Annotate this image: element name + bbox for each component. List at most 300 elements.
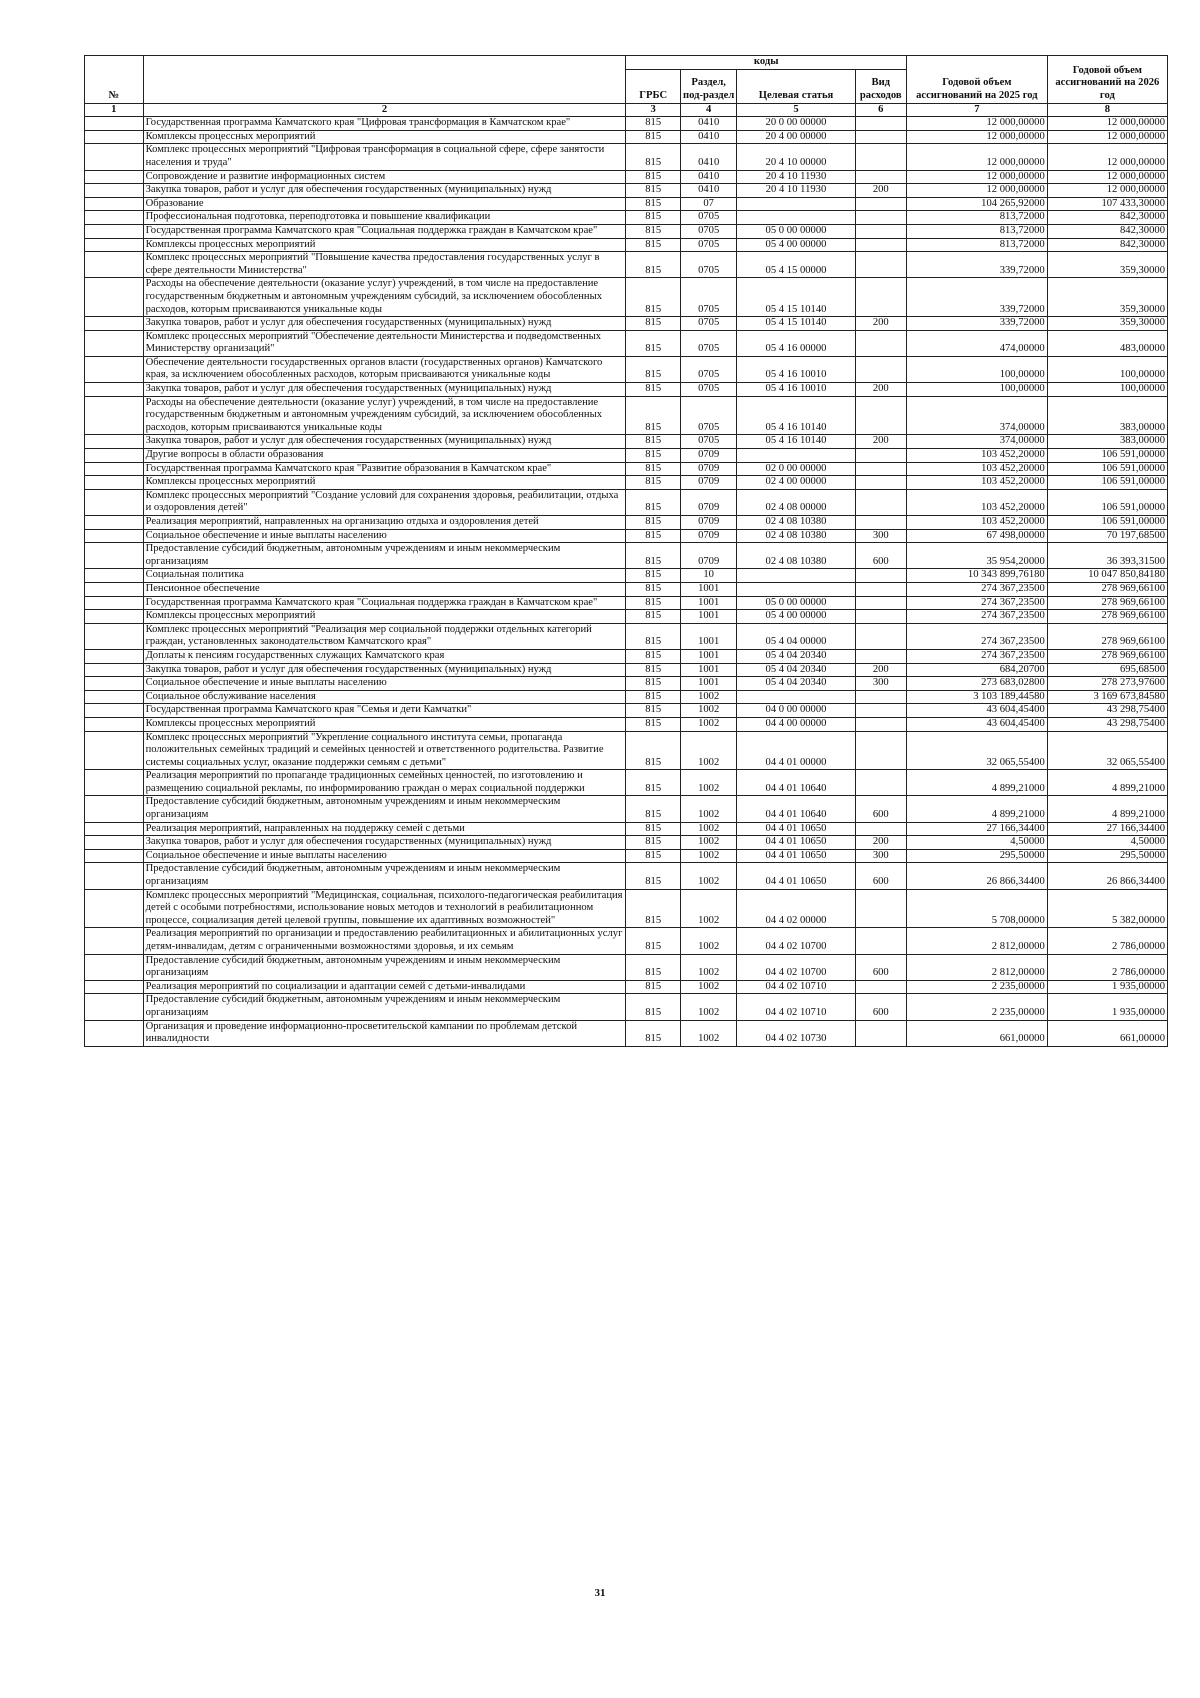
row-number-cell <box>85 197 144 211</box>
row-expense-type <box>855 252 906 278</box>
row-amount-2025: 10 343 899,76180 <box>906 569 1047 583</box>
row-section: 0705 <box>680 330 737 356</box>
row-grbs: 815 <box>626 649 680 663</box>
row-grbs: 815 <box>626 849 680 863</box>
row-amount-2026: 483,00000 <box>1047 330 1167 356</box>
row-section: 0709 <box>680 476 737 490</box>
row-expense-type: 300 <box>855 677 906 691</box>
row-expense-type <box>855 130 906 144</box>
row-amount-2026: 100,00000 <box>1047 356 1167 382</box>
row-target: 05 0 00 00000 <box>737 224 855 238</box>
row-number-cell <box>85 130 144 144</box>
row-amount-2025: 103 452,20000 <box>906 449 1047 463</box>
row-name: Образование <box>143 197 626 211</box>
row-expense-type: 600 <box>855 543 906 569</box>
row-target: 20 4 10 11930 <box>737 184 855 198</box>
row-grbs: 815 <box>626 623 680 649</box>
row-amount-2026: 27 166,34400 <box>1047 822 1167 836</box>
row-name: Комплекс процессных мероприятий "Обеспечение деятельности Министерства и подведомственных Министерству организаций" <box>143 330 626 356</box>
row-grbs: 815 <box>626 383 680 397</box>
row-amount-2026: 5 382,00000 <box>1047 889 1167 928</box>
row-number-cell <box>85 928 144 954</box>
table-row <box>85 994 1168 1020</box>
row-expense-type: 200 <box>855 663 906 677</box>
row-target: 04 4 00 00000 <box>737 717 855 731</box>
row-section: 0705 <box>680 278 737 317</box>
table-row <box>85 770 1168 796</box>
row-section: 0709 <box>680 516 737 530</box>
row-grbs: 815 <box>626 889 680 928</box>
table-row <box>85 677 1168 691</box>
row-name: Комплексы процессных мероприятий <box>143 476 626 490</box>
row-name: Социальное обеспечение и иные выплаты населению <box>143 529 626 543</box>
table-row <box>85 690 1168 704</box>
row-name: Предоставление субсидий бюджетным, автономным учреждениям и иным некоммерческим организациям <box>143 796 626 822</box>
row-amount-2026: 2 786,00000 <box>1047 928 1167 954</box>
row-grbs: 815 <box>626 569 680 583</box>
row-number-cell <box>85 330 144 356</box>
row-section: 1002 <box>680 822 737 836</box>
row-expense-type: 200 <box>855 184 906 198</box>
row-target: 04 4 01 10650 <box>737 863 855 889</box>
row-amount-2026: 26 866,34400 <box>1047 863 1167 889</box>
row-number-cell <box>85 184 144 198</box>
row-amount-2025: 12 000,00000 <box>906 130 1047 144</box>
row-name: Расходы на обеспечение деятельности (оказание услуг) учреждений, в том числе на предоставление государственным бюджетным и автономным учреждениям субсидий, за исключением обособленных расходов, которым присваиваются уникальные коды <box>143 278 626 317</box>
row-target: 05 4 15 10140 <box>737 317 855 331</box>
row-amount-2025: 274 367,23500 <box>906 610 1047 624</box>
row-grbs: 815 <box>626 677 680 691</box>
row-amount-2025: 35 954,20000 <box>906 543 1047 569</box>
budget-sheet <box>84 55 1168 1047</box>
row-amount-2026: 106 591,00000 <box>1047 462 1167 476</box>
row-target: 02 4 08 10380 <box>737 543 855 569</box>
row-expense-type <box>855 330 906 356</box>
row-target: 04 4 02 00000 <box>737 889 855 928</box>
row-amount-2025: 273 683,02800 <box>906 677 1047 691</box>
row-expense-type <box>855 704 906 718</box>
header-expense-type: Вид расходов <box>855 69 906 103</box>
row-grbs: 815 <box>626 796 680 822</box>
row-name: Организация и проведение информационно-просветительской кампании по проблемам детской инвалидности <box>143 1020 626 1046</box>
row-name: Закупка товаров, работ и услуг для обеспечения государственных (муниципальных) нужд <box>143 317 626 331</box>
row-number-cell <box>85 516 144 530</box>
page-number: 31 <box>594 1587 606 1599</box>
table-row <box>85 582 1168 596</box>
row-target: 04 4 01 10640 <box>737 770 855 796</box>
row-section: 0709 <box>680 462 737 476</box>
row-target: 02 4 00 00000 <box>737 476 855 490</box>
row-amount-2025: 12 000,00000 <box>906 184 1047 198</box>
row-section: 1001 <box>680 582 737 596</box>
row-grbs: 815 <box>626 731 680 770</box>
row-section: 0410 <box>680 144 737 170</box>
row-expense-type <box>855 770 906 796</box>
row-name: Комплекс процессных мероприятий "Реализация мер социальной поддержки отдельных категорий граждан, установленных законодательством Камчатского края" <box>143 623 626 649</box>
row-target: 20 0 00 00000 <box>737 117 855 131</box>
row-grbs: 815 <box>626 717 680 731</box>
row-grbs: 815 <box>626 704 680 718</box>
row-expense-type <box>855 980 906 994</box>
row-name: Пенсионное обеспечение <box>143 582 626 596</box>
row-expense-type <box>855 1020 906 1046</box>
row-amount-2025: 813,72000 <box>906 211 1047 225</box>
row-amount-2026: 359,30000 <box>1047 252 1167 278</box>
row-expense-type: 200 <box>855 317 906 331</box>
row-section: 0709 <box>680 449 737 463</box>
row-target <box>737 211 855 225</box>
row-amount-2025: 67 498,00000 <box>906 529 1047 543</box>
row-number-cell <box>85 117 144 131</box>
row-section: 0705 <box>680 317 737 331</box>
row-expense-type: 300 <box>855 529 906 543</box>
row-amount-2025: 2 812,00000 <box>906 928 1047 954</box>
row-number-cell <box>85 849 144 863</box>
row-amount-2025: 12 000,00000 <box>906 170 1047 184</box>
row-number-cell <box>85 704 144 718</box>
table-row <box>85 731 1168 770</box>
table-row <box>85 330 1168 356</box>
header-2026: Годовой объем ассигнований на 2026 год <box>1047 56 1167 104</box>
row-name: Закупка товаров, работ и услуг для обеспечения государственных (муниципальных) нужд <box>143 435 626 449</box>
row-name: Комплексы процессных мероприятий <box>143 130 626 144</box>
row-target: 05 4 00 00000 <box>737 610 855 624</box>
row-section: 0410 <box>680 117 737 131</box>
table-row <box>85 435 1168 449</box>
row-number-cell <box>85 476 144 490</box>
table-row <box>85 449 1168 463</box>
table-row <box>85 396 1168 435</box>
row-section: 0705 <box>680 356 737 382</box>
row-expense-type <box>855 582 906 596</box>
row-amount-2025: 12 000,00000 <box>906 144 1047 170</box>
row-amount-2026: 842,30000 <box>1047 224 1167 238</box>
row-name: Профессиональная подготовка, переподготовка и повышение квалификации <box>143 211 626 225</box>
row-amount-2025: 100,00000 <box>906 383 1047 397</box>
row-number-cell <box>85 717 144 731</box>
row-grbs: 815 <box>626 928 680 954</box>
row-grbs: 815 <box>626 543 680 569</box>
row-name: Государственная программа Камчатского края "Цифровая трансформация в Камчатском крае" <box>143 117 626 131</box>
row-grbs: 815 <box>626 610 680 624</box>
row-grbs: 815 <box>626 330 680 356</box>
row-target: 04 4 01 10650 <box>737 822 855 836</box>
row-amount-2026: 106 591,00000 <box>1047 516 1167 530</box>
row-number-cell <box>85 211 144 225</box>
row-amount-2025: 339,72000 <box>906 278 1047 317</box>
row-target: 20 4 10 00000 <box>737 144 855 170</box>
table-row <box>85 130 1168 144</box>
row-amount-2026: 295,50000 <box>1047 849 1167 863</box>
row-number-cell <box>85 543 144 569</box>
row-name: Государственная программа Камчатского края "Семья и дети Камчатки" <box>143 704 626 718</box>
row-section: 1002 <box>680 731 737 770</box>
row-amount-2026: 383,00000 <box>1047 435 1167 449</box>
row-name: Реализация мероприятий по пропаганде традиционных семейных ценностей, по изготовлению и размещению социальной рекламы, по информированию граждан о мерах социальной поддержки <box>143 770 626 796</box>
row-name: Предоставление субсидий бюджетным, автономным учреждениям и иным некоммерческим организациям <box>143 543 626 569</box>
table-row <box>85 596 1168 610</box>
row-amount-2026: 12 000,00000 <box>1047 144 1167 170</box>
row-section: 1001 <box>680 663 737 677</box>
row-section: 0705 <box>680 211 737 225</box>
table-row <box>85 649 1168 663</box>
row-expense-type <box>855 623 906 649</box>
column-number: 3 <box>626 103 680 117</box>
header-2025: Годовой объем ассигнований на 2025 год <box>906 56 1047 104</box>
row-target: 04 4 02 10700 <box>737 928 855 954</box>
row-section: 0410 <box>680 130 737 144</box>
row-amount-2026: 10 047 850,84180 <box>1047 569 1167 583</box>
row-target: 04 4 01 10650 <box>737 836 855 850</box>
row-amount-2026: 842,30000 <box>1047 211 1167 225</box>
row-number-cell <box>85 954 144 980</box>
row-amount-2026: 278 969,66100 <box>1047 610 1167 624</box>
row-expense-type <box>855 462 906 476</box>
row-number-cell <box>85 582 144 596</box>
row-name: Предоставление субсидий бюджетным, автономным учреждениям и иным некоммерческим организациям <box>143 863 626 889</box>
row-target: 05 4 04 20340 <box>737 663 855 677</box>
row-grbs: 815 <box>626 211 680 225</box>
row-expense-type: 300 <box>855 849 906 863</box>
row-grbs: 815 <box>626 954 680 980</box>
row-section: 1002 <box>680 980 737 994</box>
table-row <box>85 836 1168 850</box>
row-grbs: 815 <box>626 252 680 278</box>
table-row <box>85 569 1168 583</box>
row-number-cell <box>85 317 144 331</box>
row-amount-2026: 100,00000 <box>1047 383 1167 397</box>
row-target <box>737 582 855 596</box>
row-section: 1002 <box>680 994 737 1020</box>
row-number-cell <box>85 144 144 170</box>
table-row <box>85 252 1168 278</box>
row-target: 04 4 01 10640 <box>737 796 855 822</box>
row-amount-2025: 274 367,23500 <box>906 649 1047 663</box>
row-name: Государственная программа Камчатского края "Развитие образования в Камчатском крае" <box>143 462 626 476</box>
row-section: 1002 <box>680 836 737 850</box>
row-amount-2025: 32 065,55400 <box>906 731 1047 770</box>
row-section: 0705 <box>680 238 737 252</box>
row-grbs: 815 <box>626 690 680 704</box>
row-number-cell <box>85 383 144 397</box>
row-number-cell <box>85 238 144 252</box>
row-name: Комплекс процессных мероприятий "Цифровая трансформация в социальной сфере, сфере занятости населения и труда" <box>143 144 626 170</box>
row-expense-type <box>855 489 906 515</box>
row-grbs: 815 <box>626 197 680 211</box>
row-amount-2025: 2 235,00000 <box>906 980 1047 994</box>
table-row <box>85 238 1168 252</box>
row-amount-2025: 100,00000 <box>906 356 1047 382</box>
row-expense-type <box>855 211 906 225</box>
row-amount-2025: 2 235,00000 <box>906 994 1047 1020</box>
row-grbs: 815 <box>626 596 680 610</box>
row-section: 1002 <box>680 849 737 863</box>
column-number: 2 <box>143 103 626 117</box>
row-amount-2026: 4 899,21000 <box>1047 796 1167 822</box>
row-amount-2026: 4,50000 <box>1047 836 1167 850</box>
row-section: 0705 <box>680 252 737 278</box>
row-target: 05 4 00 00000 <box>737 238 855 252</box>
row-amount-2026: 1 935,00000 <box>1047 980 1167 994</box>
header-section: Раздел, под-раздел <box>680 69 737 103</box>
row-amount-2025: 4,50000 <box>906 836 1047 850</box>
row-name: Закупка товаров, работ и услуг для обеспечения государственных (муниципальных) нужд <box>143 383 626 397</box>
row-amount-2025: 3 103 189,44580 <box>906 690 1047 704</box>
row-target: 05 4 16 10140 <box>737 435 855 449</box>
row-section: 1002 <box>680 954 737 980</box>
row-grbs: 815 <box>626 278 680 317</box>
row-number-cell <box>85 663 144 677</box>
row-grbs: 815 <box>626 516 680 530</box>
row-amount-2025: 339,72000 <box>906 252 1047 278</box>
row-amount-2025: 274 367,23500 <box>906 623 1047 649</box>
row-amount-2026: 278 969,66100 <box>1047 649 1167 663</box>
row-number-cell <box>85 889 144 928</box>
row-amount-2026: 12 000,00000 <box>1047 130 1167 144</box>
row-grbs: 815 <box>626 980 680 994</box>
row-number-cell <box>85 356 144 382</box>
row-expense-type: 600 <box>855 994 906 1020</box>
row-target: 05 0 00 00000 <box>737 596 855 610</box>
row-expense-type <box>855 356 906 382</box>
row-section: 1002 <box>680 717 737 731</box>
row-amount-2025: 813,72000 <box>906 224 1047 238</box>
row-expense-type <box>855 569 906 583</box>
row-name: Реализация мероприятий по социализации и адаптации семей с детьми-инвалидами <box>143 980 626 994</box>
row-amount-2025: 12 000,00000 <box>906 117 1047 131</box>
row-target: 05 4 04 20340 <box>737 649 855 663</box>
row-grbs: 815 <box>626 224 680 238</box>
row-amount-2025: 274 367,23500 <box>906 582 1047 596</box>
table-row <box>85 117 1168 131</box>
table-row <box>85 383 1168 397</box>
header-target: Целевая статья <box>737 69 855 103</box>
row-number-cell <box>85 224 144 238</box>
table-row <box>85 717 1168 731</box>
row-name: Социальное обслуживание населения <box>143 690 626 704</box>
table-row <box>85 954 1168 980</box>
column-number: 1 <box>85 103 144 117</box>
row-number-cell <box>85 596 144 610</box>
row-number-cell <box>85 677 144 691</box>
row-expense-type: 200 <box>855 836 906 850</box>
row-target <box>737 449 855 463</box>
table-row <box>85 317 1168 331</box>
row-grbs: 815 <box>626 449 680 463</box>
row-section: 1002 <box>680 889 737 928</box>
row-amount-2026: 278 969,66100 <box>1047 623 1167 649</box>
row-target: 02 0 00 00000 <box>737 462 855 476</box>
row-name: Доплаты к пенсиям государственных служащих Камчатского края <box>143 649 626 663</box>
row-amount-2025: 474,00000 <box>906 330 1047 356</box>
row-section: 1002 <box>680 796 737 822</box>
row-name: Предоставление субсидий бюджетным, автономным учреждениям и иным некоммерческим организациям <box>143 954 626 980</box>
row-expense-type <box>855 476 906 490</box>
row-number-cell <box>85 435 144 449</box>
row-amount-2025: 684,20700 <box>906 663 1047 677</box>
table-row <box>85 796 1168 822</box>
row-amount-2026: 4 899,21000 <box>1047 770 1167 796</box>
row-amount-2026: 43 298,75400 <box>1047 717 1167 731</box>
row-section: 1002 <box>680 1020 737 1046</box>
row-number-cell <box>85 449 144 463</box>
row-amount-2026: 12 000,00000 <box>1047 184 1167 198</box>
row-grbs: 815 <box>626 356 680 382</box>
table-row <box>85 529 1168 543</box>
row-amount-2026: 107 433,30000 <box>1047 197 1167 211</box>
row-grbs: 815 <box>626 144 680 170</box>
row-target: 05 4 04 00000 <box>737 623 855 649</box>
row-expense-type: 200 <box>855 435 906 449</box>
row-number-cell <box>85 529 144 543</box>
row-grbs: 815 <box>626 770 680 796</box>
row-section: 0709 <box>680 529 737 543</box>
row-number-cell <box>85 610 144 624</box>
table-row <box>85 184 1168 198</box>
row-expense-type <box>855 170 906 184</box>
row-section: 0705 <box>680 383 737 397</box>
row-amount-2025: 295,50000 <box>906 849 1047 863</box>
row-amount-2026: 12 000,00000 <box>1047 170 1167 184</box>
row-name: Комплексы процессных мероприятий <box>143 717 626 731</box>
table-row <box>85 863 1168 889</box>
row-amount-2026: 32 065,55400 <box>1047 731 1167 770</box>
row-amount-2026: 1 935,00000 <box>1047 994 1167 1020</box>
row-amount-2025: 4 899,21000 <box>906 770 1047 796</box>
row-amount-2026: 36 393,31500 <box>1047 543 1167 569</box>
row-amount-2026: 43 298,75400 <box>1047 704 1167 718</box>
row-grbs: 815 <box>626 489 680 515</box>
row-section: 1002 <box>680 704 737 718</box>
row-target: 02 4 08 00000 <box>737 489 855 515</box>
row-name: Закупка товаров, работ и услуг для обеспечения государственных (муниципальных) нужд <box>143 663 626 677</box>
column-number: 7 <box>906 103 1047 117</box>
table-row <box>85 356 1168 382</box>
column-number: 4 <box>680 103 737 117</box>
row-section: 07 <box>680 197 737 211</box>
row-target <box>737 197 855 211</box>
row-amount-2026: 383,00000 <box>1047 396 1167 435</box>
row-target: 05 4 16 10010 <box>737 356 855 382</box>
table-row <box>85 170 1168 184</box>
row-name: Сопровождение и развитие информационных систем <box>143 170 626 184</box>
row-expense-type <box>855 649 906 663</box>
table-row <box>85 197 1168 211</box>
row-grbs: 815 <box>626 130 680 144</box>
row-amount-2025: 4 899,21000 <box>906 796 1047 822</box>
row-name: Социальная политика <box>143 569 626 583</box>
row-target: 04 4 01 10650 <box>737 849 855 863</box>
row-amount-2025: 43 604,45400 <box>906 704 1047 718</box>
row-grbs: 815 <box>626 184 680 198</box>
row-section: 1002 <box>680 863 737 889</box>
row-section: 0705 <box>680 224 737 238</box>
row-expense-type <box>855 396 906 435</box>
row-number-cell <box>85 462 144 476</box>
table-row <box>85 928 1168 954</box>
table-row <box>85 663 1168 677</box>
row-amount-2026: 278 273,97600 <box>1047 677 1167 691</box>
row-expense-type <box>855 928 906 954</box>
row-expense-type <box>855 610 906 624</box>
table-row <box>85 516 1168 530</box>
row-target: 05 4 16 10140 <box>737 396 855 435</box>
row-expense-type <box>855 144 906 170</box>
table-row <box>85 889 1168 928</box>
row-amount-2026: 2 786,00000 <box>1047 954 1167 980</box>
row-expense-type <box>855 278 906 317</box>
row-target: 04 4 01 00000 <box>737 731 855 770</box>
